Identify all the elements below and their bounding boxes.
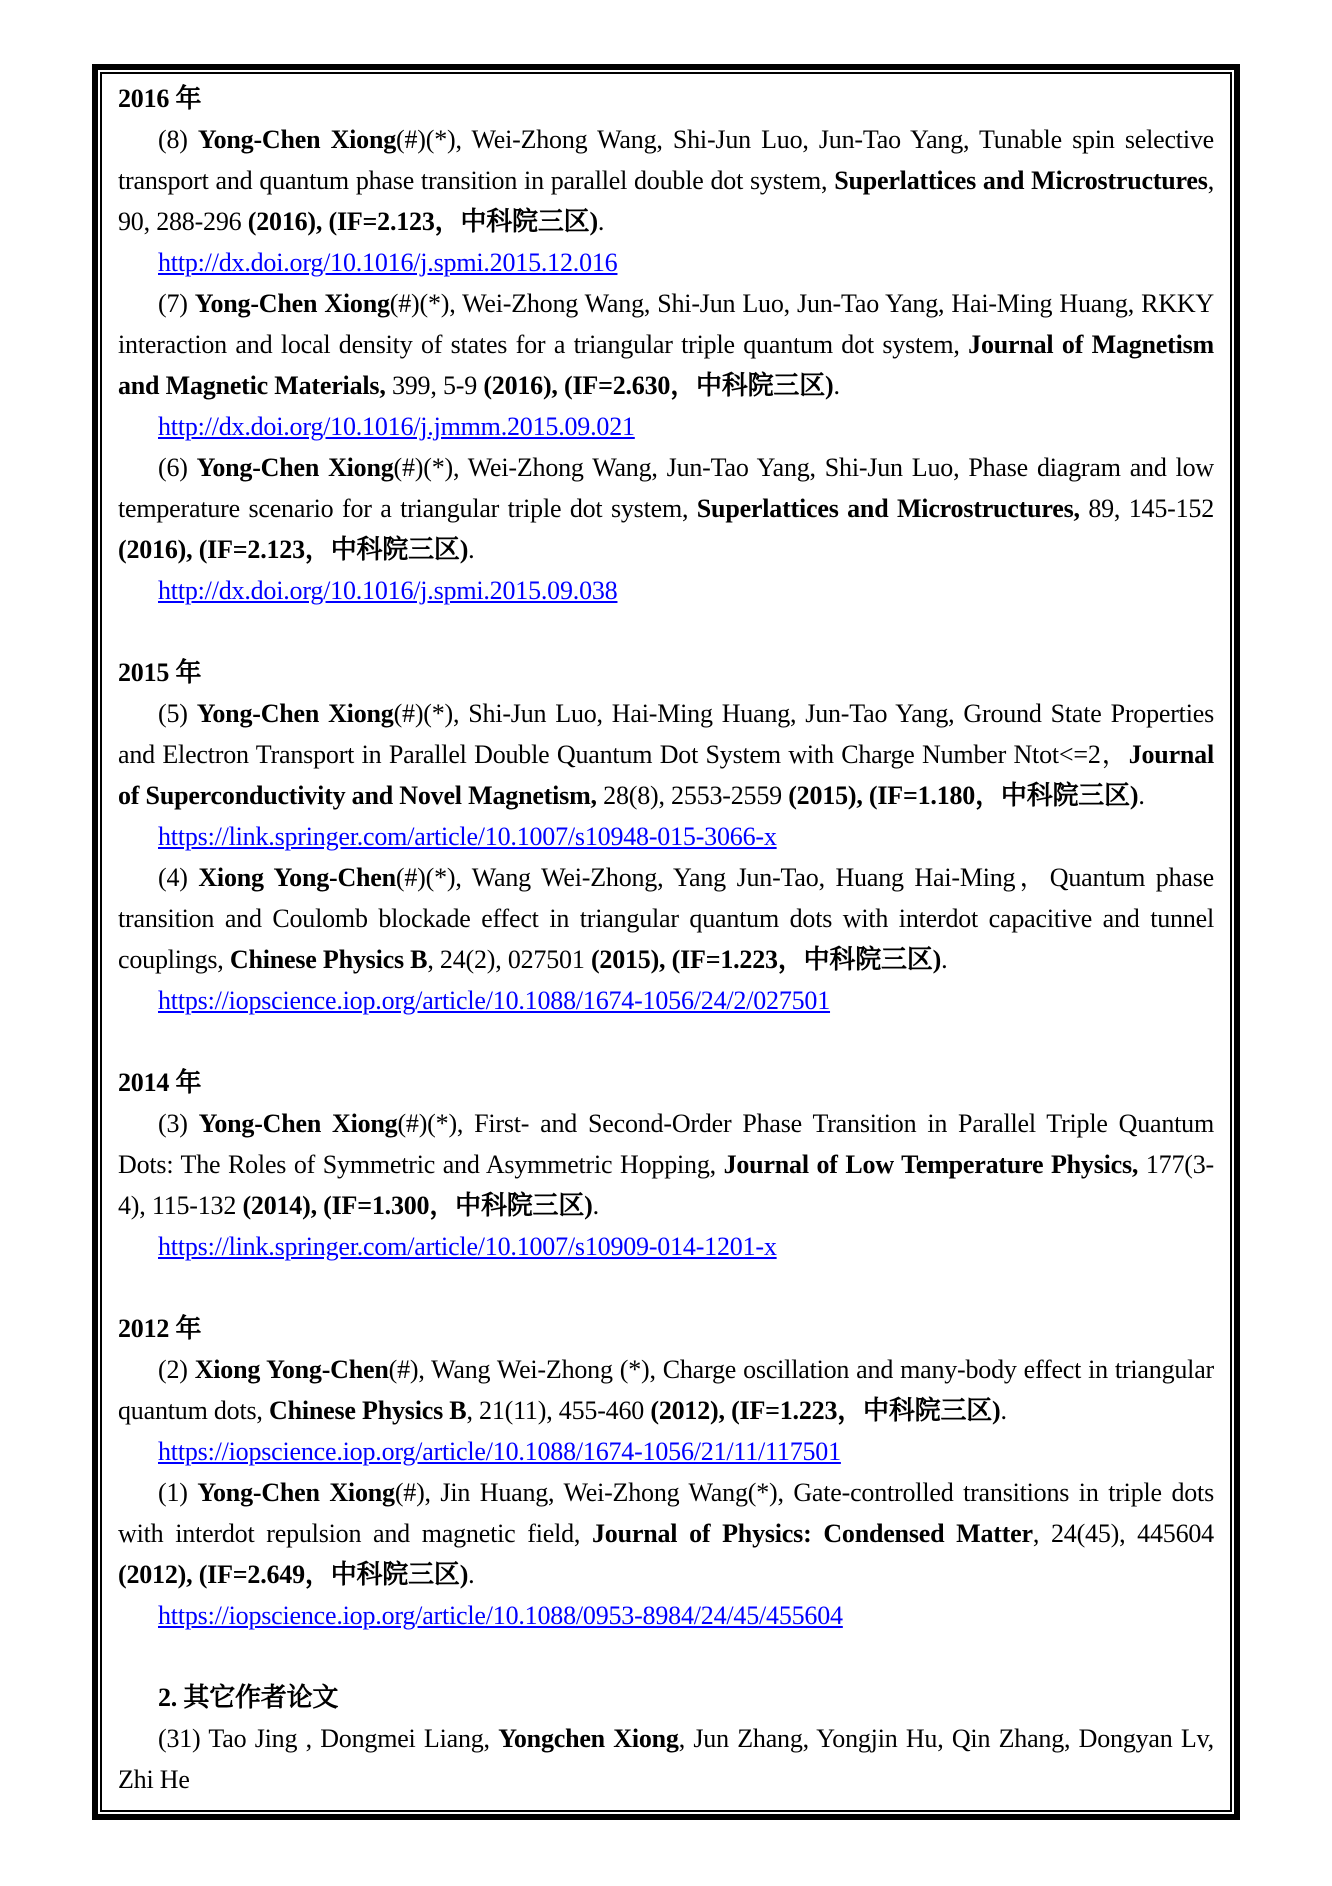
publication-text: (#)(*), Wei-Zhong Wang, Shi-Jun Luo, Jun-Tao Yang, Tunable spin selective transport and quantum phase transition in parallel double dot system, — [118, 125, 1221, 195]
publication-text: (4) — [158, 863, 199, 892]
doi-link[interactable]: http://dx.doi.org/10.1016/j.spmi.2015.12.016 — [158, 248, 618, 277]
publication-text: (#)(*), Wang Wei-Zhong, Yang Jun-Tao, Huang Hai-Ming，Quantum phase transition and Coulomb blockade effect in triangular quantum dots with interdot capacitive and tunnel couplings, — [118, 863, 1221, 974]
publication-bold-text: (2012), (IF=1.223，中科院三区) — [650, 1396, 1001, 1425]
publication-text: (7) — [158, 289, 195, 318]
publication-bold-text: (2012), (IF=2.649，中科院三区) — [118, 1560, 469, 1589]
doi-link[interactable]: https://iopscience.iop.org/article/10.1088/1674-1056/24/2/027501 — [158, 986, 831, 1015]
publication-text: , 21(11), 455-460 — [466, 1396, 651, 1425]
publication-text: 399, 5-9 — [385, 371, 484, 400]
publication-text: , 90, 288-296 — [118, 166, 1221, 236]
year-heading: 2016 年 — [118, 84, 202, 113]
publication-entry — [118, 1472, 1221, 1595]
publication-bold-text: Superlattices and Microstructures — [834, 166, 1208, 195]
publication-entry — [118, 119, 1221, 242]
publication-bold-text: Yong-Chen Xiong — [198, 1109, 398, 1138]
publication-text: . — [1138, 781, 1145, 810]
page-border-frame — [92, 64, 1240, 1820]
publication-text: . — [468, 1560, 475, 1589]
publication-text: . — [468, 535, 475, 564]
publication-text: , Jun Zhang, Yongjin Hu, Qin Zhang, Dongyan Lv, Zhi He — [118, 1724, 1221, 1794]
publication-entry — [118, 1349, 1221, 1431]
publication-bold-text: (2016), (IF=2.123，中科院三区) — [247, 207, 598, 236]
doi-link[interactable]: https://link.springer.com/article/10.1007/s10909-014-1201-x — [158, 1232, 777, 1261]
year-heading: 2014 年 — [118, 1068, 202, 1097]
publication-bold-text: Journal of Low Temperature Physics, — [723, 1150, 1139, 1179]
publication-bold-text: Yong-Chen Xiong — [197, 1478, 395, 1507]
publication-bold-text: (2015), (IF=1.223，中科院三区) — [590, 945, 942, 974]
publication-entry — [118, 283, 1221, 406]
publication-text: . — [833, 371, 840, 400]
link-line — [118, 406, 1214, 447]
publication-text: (#), Jin Huang, Wei-Zhong Wang(*), Gate-controlled transitions in triple dots with interdot repulsion and magnetic field, — [118, 1478, 1221, 1548]
publication-entry — [118, 1718, 1221, 1800]
year-heading: 2015 年 — [118, 658, 202, 687]
doi-link[interactable]: https://link.springer.com/article/10.1007/s10948-015-3066-x — [158, 822, 777, 851]
publication-bold-text: Yong-Chen Xiong — [197, 125, 397, 154]
publication-text: (3) — [158, 1109, 199, 1138]
publication-bold-text: (2016), (IF=2.630，中科院三区) — [483, 371, 834, 400]
publication-bold-text: Yong-Chen Xiong — [194, 289, 390, 318]
publication-text: , 24(2), 027501 — [427, 945, 591, 974]
publication-text: (5) — [158, 699, 197, 728]
publication-text: 177(3-4), 115-132 — [118, 1150, 1214, 1220]
publication-text: 89, 145-152 — [1079, 494, 1221, 523]
subsection-heading: 2. 其它作者论文 — [158, 1683, 339, 1712]
publication-bold-text: Superlattices and Microstructures, — [696, 494, 1080, 523]
publication-entry — [118, 857, 1221, 980]
publication-text: (#), Wang Wei-Zhong (*), Charge oscillation and many-body effect in triangular quantum dots, — [118, 1355, 1221, 1425]
doi-link[interactable]: http://dx.doi.org/10.1016/j.spmi.2015.09.038 — [158, 576, 618, 605]
publication-bold-text: Journal of Physics: Condensed Matter — [592, 1519, 1033, 1548]
link-line — [118, 980, 1214, 1021]
publication-text: (6) — [158, 453, 197, 482]
publication-bold-text: (2014), (IF=1.300，中科院三区) — [242, 1191, 593, 1220]
publication-text: (#)(*), Shi-Jun Luo, Hai-Ming Huang, Jun-Tao Yang, Ground State Properties and Electron Transport in Parallel Double Quantum Dot System with Charge Number Ntot<=2， — [118, 699, 1221, 769]
link-line — [118, 1431, 1214, 1472]
link-line — [118, 242, 1214, 283]
doi-link[interactable]: https://iopscience.iop.org/article/10.1088/0953-8984/24/45/455604 — [158, 1601, 843, 1630]
publication-entry — [118, 447, 1221, 570]
publication-text: (#)(*), Wei-Zhong Wang, Jun-Tao Yang, Shi-Jun Luo, Phase diagram and low temperature scenario for a triangular triple dot system, — [118, 453, 1221, 523]
publication-text: . — [1000, 1396, 1007, 1425]
publication-text: (#)(*), First- and Second-Order Phase Transition in Parallel Triple Quantum Dots: The Roles of Symmetric and Asymmetric Hopping, — [118, 1109, 1221, 1179]
publication-bold-text: (2016), (IF=2.123，中科院三区) — [118, 535, 469, 564]
publication-bold-text: Xiong Yong-Chen — [198, 863, 396, 892]
publication-entry — [118, 1103, 1221, 1226]
publication-text: (31) Tao Jing , Dongmei Liang, — [158, 1724, 499, 1753]
publication-text: . — [592, 1191, 599, 1220]
publication-text: (8) — [158, 125, 198, 154]
publication-bold-text: Yong-Chen Xiong — [196, 453, 394, 482]
publication-text: (2) — [158, 1355, 195, 1384]
doi-link[interactable]: http://dx.doi.org/10.1016/j.jmmm.2015.09.021 — [158, 412, 635, 441]
link-line — [118, 570, 1214, 611]
publication-bold-text: (2015), (IF=1.180，中科院三区) — [788, 781, 1139, 810]
link-line — [118, 1595, 1214, 1636]
publication-bold-text: Yongchen Xiong — [498, 1724, 679, 1753]
publication-text: 28(8), 2553-2559 — [596, 781, 789, 810]
publication-bold-text: Xiong Yong-Chen — [194, 1355, 389, 1384]
publication-bold-text: Journal of Magnetism and Magnetic Materials, — [118, 330, 1221, 400]
publication-text: (#)(*), Wei-Zhong Wang, Shi-Jun Luo, Jun-Tao Yang, Hai-Ming Huang, RKKY interaction and local density of states for a triangular triple quantum dot system, — [118, 289, 1221, 359]
doi-link[interactable]: https://iopscience.iop.org/article/10.1088/1674-1056/21/11/117501 — [158, 1437, 841, 1466]
publication-bold-text: Chinese Physics B — [229, 945, 428, 974]
link-line — [118, 1226, 1214, 1267]
publication-bold-text: Yong-Chen Xiong — [196, 699, 394, 728]
publication-bold-text: Journal of Superconductivity and Novel Magnetism, — [118, 740, 1221, 810]
publication-bold-text: Chinese Physics B — [269, 1396, 467, 1425]
publication-entry — [118, 693, 1221, 816]
year-heading: 2012 年 — [118, 1314, 202, 1343]
publication-text: (1) — [158, 1478, 198, 1507]
link-line — [118, 816, 1214, 857]
publication-text: . — [941, 945, 948, 974]
publication-text: , 24(45), 445604 — [1032, 1519, 1221, 1548]
publication-text: . — [597, 207, 605, 236]
document-content — [100, 72, 1232, 1812]
